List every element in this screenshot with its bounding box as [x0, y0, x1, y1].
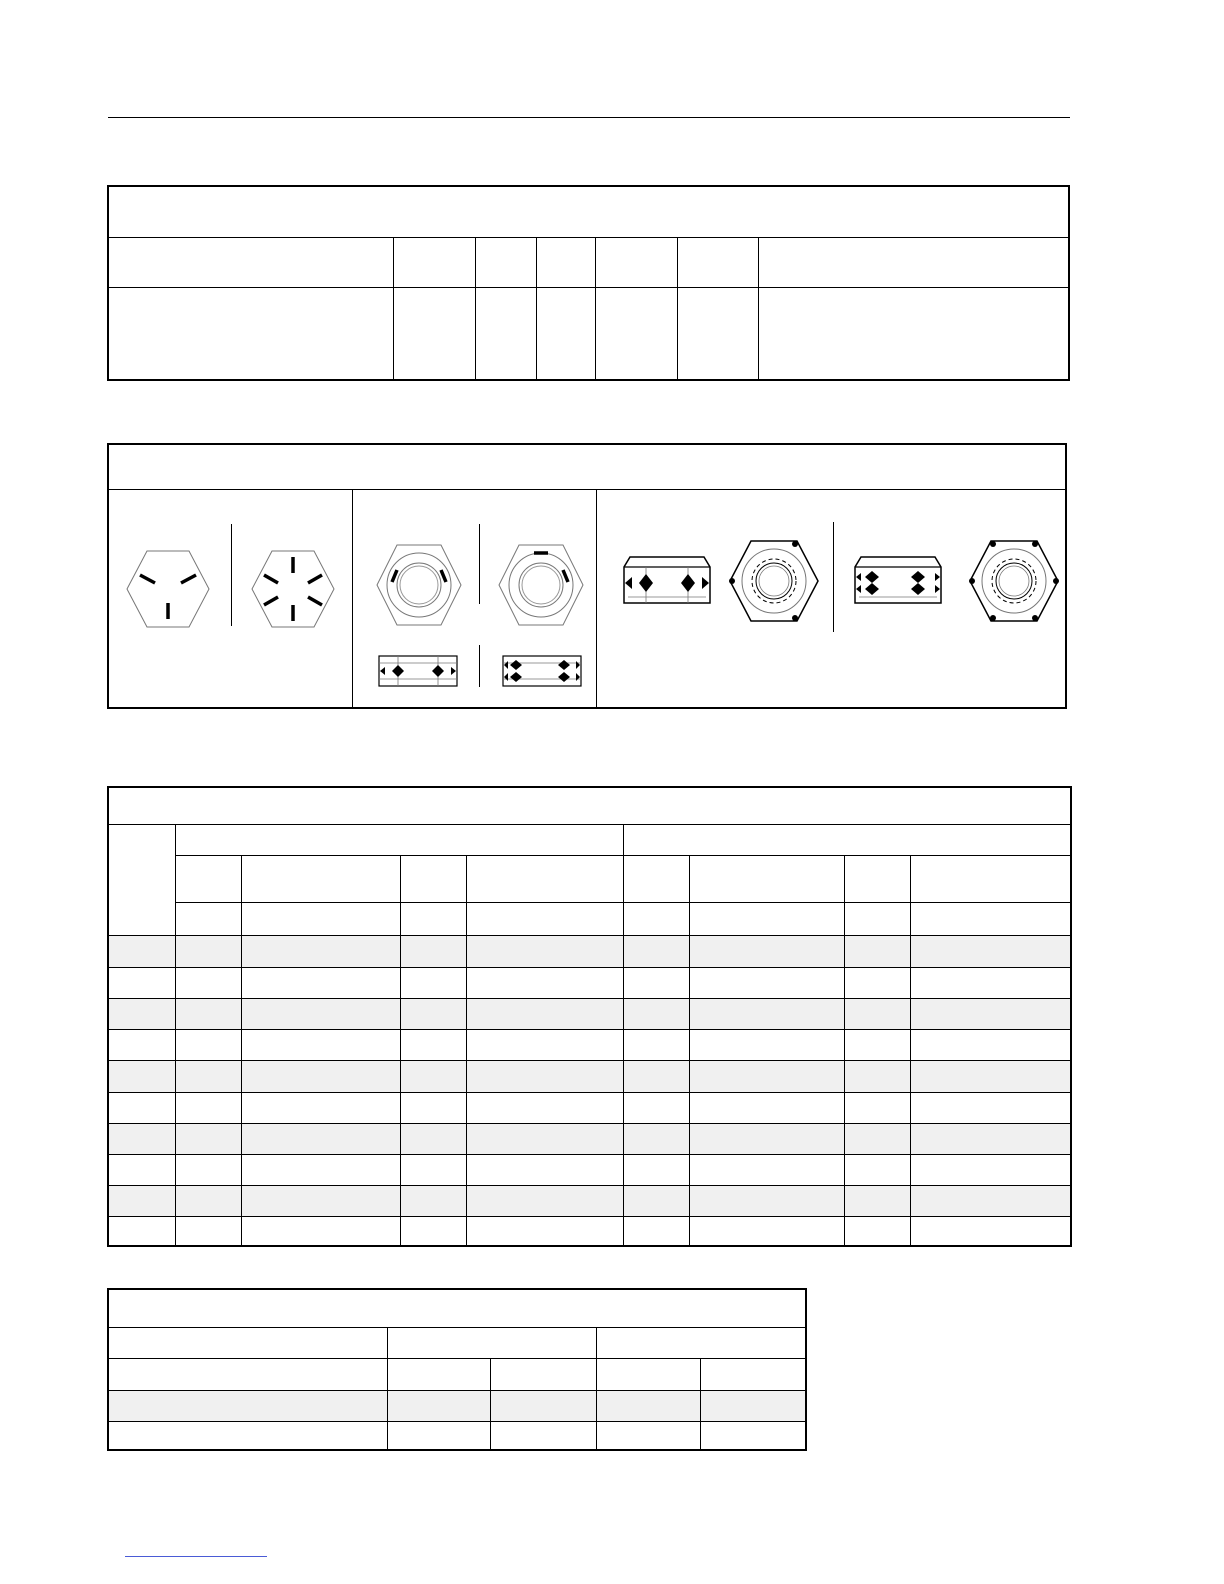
nut-side-single-notch-icon	[378, 655, 458, 687]
lock-nut-top-icon	[728, 538, 820, 624]
nut-notch-mark-icon	[375, 542, 463, 628]
footer-link-underline[interactable]	[125, 1556, 267, 1557]
table-1	[107, 185, 1070, 381]
bolt-head-3-line-icon	[125, 547, 211, 631]
table-2	[107, 786, 1072, 1247]
nut-side-double-notch-icon	[502, 655, 582, 687]
table-3	[107, 1288, 807, 1451]
lock-nut-top-dot-icon	[968, 538, 1060, 624]
lock-nut-side-icon	[622, 555, 712, 605]
bolt-head-6-line-icon	[250, 547, 336, 631]
lock-nut-side-double-icon	[853, 555, 943, 605]
header-rule	[108, 117, 1070, 118]
nut-dash-mark-icon	[497, 542, 585, 628]
